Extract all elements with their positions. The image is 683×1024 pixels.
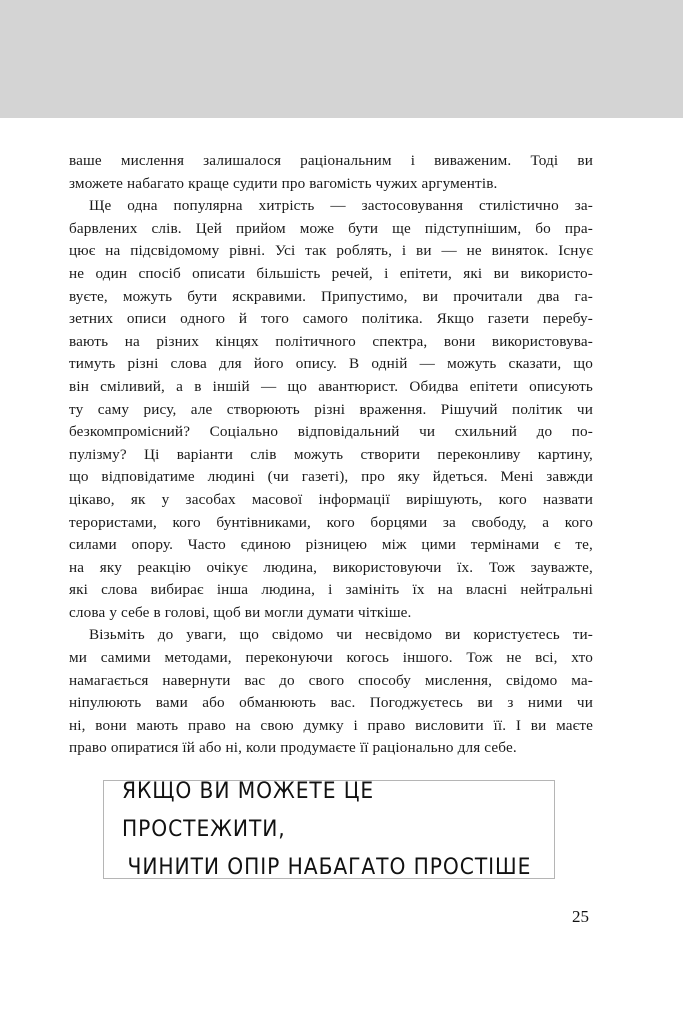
text-line: безкомпромісний? Соціально відповідальний чи схильний до по- (69, 423, 593, 441)
text-line: ваше мислення залишалося раціональним і виваженим. Тоді ви (69, 152, 593, 169)
text-line: барвлених слів. Цей прийом може бути ще підступнішим, бо пра- (69, 219, 593, 237)
text-line: ми самими методами, переконуючи когось іншого. Тож не всі, хто (69, 649, 593, 667)
text-line: намагається навернути вас до свого способу мислення, свідомо ма- (69, 671, 593, 689)
text-line: терористами, кого бунтівниками, кого борцями за свободу, а кого (69, 513, 593, 531)
text-line: силами опору. Часто єдиною різницею між цими термінами є те, (69, 536, 593, 554)
text-line: що відповідатиме людині (чи газеті), про яку йдеться. Мені завжди (69, 468, 593, 486)
text-line: Візьміть до уваги, що свідомо чи несвідомо ви користуєтесь ти- (89, 626, 593, 644)
top-gray-band (0, 0, 683, 118)
text-line: не один спосіб описати більшість речей, і епітети, які ви використо- (69, 264, 593, 282)
text-line: пулізму? Ці варіанти слів можуть створити переконливу картину, (69, 445, 593, 463)
text-line: зможете набагато краще судити про вагомість чужих аргументів. (69, 174, 498, 192)
text-line: на яку реакцію очікує людина, використовуючи їх. Тож зауважте, (69, 558, 593, 576)
text-line: право опиратися їй або ні, коли продумаєте її раціонально для себе. (69, 739, 517, 757)
text-line: слова у себе в голові, щоб ви могли думати чіткіше. (69, 603, 412, 621)
text-line: він сміливий, а в іншій — що авантюрист. Обидва епітети описують (69, 377, 593, 395)
text-line: Ще одна популярна хитрість — застосовування стилістично за- (89, 197, 593, 215)
text-line: цікаво, як у засобах масової інформації вирішують, кого назвати (69, 490, 593, 508)
body-text (69, 150, 593, 760)
text-line: тимуть різні слова для його опису. В одній — можуть сказати, що (69, 355, 593, 373)
text-line: ніпулюють вами або обманюють вас. Погоджуєтесь ви з ними чи (69, 694, 593, 712)
text-line: зетних описи одного й того самого політика. Якщо газети перебу- (69, 310, 593, 328)
text-line: цює на підсвідомому рівні. Усі так роблять, і ви — не виняток. Існує (69, 242, 593, 260)
page-number: 25 (572, 907, 589, 926)
text-line: вуєте, можуть бути яскравими. Припустимо, ви прочитали два га- (69, 287, 593, 305)
callout-line-2: ЧИНИТИ ОПІР НАБАГАТО ПРОСТІШЕ (127, 854, 531, 880)
text-line: ту саму рису, але створюють різні враження. Рішучий політик чи (69, 400, 593, 418)
callout-box (103, 780, 555, 879)
callout-line-1: ЯКЩО ВИ МОЖЕТЕ ЦЕ ПРОСТЕЖИТИ, (122, 778, 375, 842)
text-line: які слова вибирає інша людина, і замініть їх на власні нейтральні (69, 581, 593, 599)
text-line: ні, вони мають право на свою думку і право висловити її. І ви маєте (69, 716, 593, 734)
text-line: вають на різних кінцях політичного спектра, вони використовува- (69, 332, 593, 350)
